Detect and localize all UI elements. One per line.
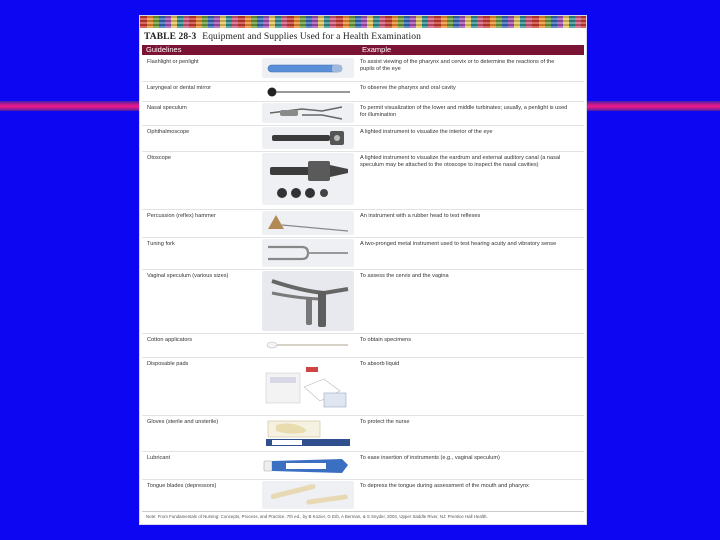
- column-header-example: Example: [362, 45, 392, 54]
- table-row: [142, 237, 584, 270]
- row-item: Laryngeal or dental mirror: [147, 85, 212, 91]
- gloves-icon: [262, 417, 354, 454]
- decorative-mosaic-strip: [140, 16, 586, 28]
- row-description: To observe the pharynx and oral cavity: [360, 85, 456, 91]
- source-note: Note: From Fundamentals of Nursing: Concepts, Process, and Practice, 7th ed., by B Kozier, G Erb, A Berman, & S Snyder, 2004, Upper Saddle River, NJ: Prentice Hall Health.: [142, 511, 584, 521]
- penlight-icon: [262, 57, 354, 84]
- table-row: [142, 357, 584, 416]
- otoscope-icon: [262, 153, 354, 210]
- row-description: To obtain specimens: [360, 337, 411, 343]
- row-description: To protect the nurse: [360, 419, 410, 425]
- disposable-pads-icon: [262, 359, 354, 418]
- table-row: [142, 55, 584, 82]
- row-item: Disposable pads: [147, 361, 189, 367]
- table-title: [144, 29, 421, 45]
- table-row: [142, 151, 584, 210]
- tongue-blade-icon: [262, 481, 354, 514]
- row-item: Nasal speculum: [147, 105, 187, 111]
- row-item: Percussion (reflex) hammer: [147, 213, 216, 219]
- row-description: To permit visualization of the lower and middle turbinates; usually, a penlight is used for illumination: [360, 105, 568, 118]
- table-row: [142, 81, 584, 102]
- row-description: An instrument with a rubber head to test reflexes: [360, 213, 481, 219]
- lubricant-tube-icon: [262, 453, 354, 482]
- row-description: To assist viewing of the pharynx and cervix or to determine the reactions of the pupils of the eye: [360, 59, 555, 72]
- table-row: [142, 333, 584, 358]
- table-row: [142, 209, 584, 238]
- row-item: Gloves (sterile and unsterile): [147, 419, 219, 425]
- row-item: Tuning fork: [147, 241, 175, 247]
- row-item: Ophthalmoscope: [147, 129, 190, 135]
- row-item: Vaginal speculum (various sizes): [147, 273, 229, 279]
- row-description: To ease insertion of instruments (e.g., vaginal speculum): [360, 455, 500, 461]
- table-row: [142, 479, 584, 512]
- row-description: A two-pronged metal instrument used to test hearing acuity and vibratory sense: [360, 241, 557, 247]
- row-item: Tongue blades (depressors): [147, 483, 217, 489]
- reflex-hammer-icon: [262, 211, 354, 240]
- table-header: [142, 45, 584, 55]
- vaginal-speculum-icon: [262, 271, 354, 336]
- row-item: Flashlight or penlight: [147, 59, 199, 65]
- tuning-fork-icon: [262, 239, 354, 272]
- row-description: To absorb liquid: [360, 361, 400, 367]
- table-row: [142, 101, 584, 126]
- ophthalmoscope-icon: [262, 127, 354, 154]
- row-item: Otoscope: [147, 155, 171, 161]
- table-title-text: Equipment and Supplies Used for a Health Examination: [202, 32, 421, 42]
- row-description: A lighted instrument to visualize the eardrum and external auditory canal (a nasal speculum may be attached to the otoscope to inspect the nasal cavities): [360, 155, 561, 168]
- table-row: [142, 125, 584, 152]
- row-description: To assess the cervix and the vagina: [360, 273, 449, 279]
- row-description: To depress the tongue during assessment of the mouth and pharynx: [360, 483, 529, 489]
- table-row: [142, 269, 584, 334]
- row-item: Cotton applicators: [147, 337, 193, 343]
- column-header-guidelines: Guidelines: [146, 45, 182, 54]
- row-item: Lubricant: [147, 455, 171, 461]
- table-row: [142, 415, 584, 452]
- row-description: A lighted instrument to visualize the interior of the eye: [360, 129, 493, 135]
- document-page: [140, 16, 586, 524]
- table-row: [142, 451, 584, 480]
- table-number: TABLE 28-3: [144, 32, 197, 42]
